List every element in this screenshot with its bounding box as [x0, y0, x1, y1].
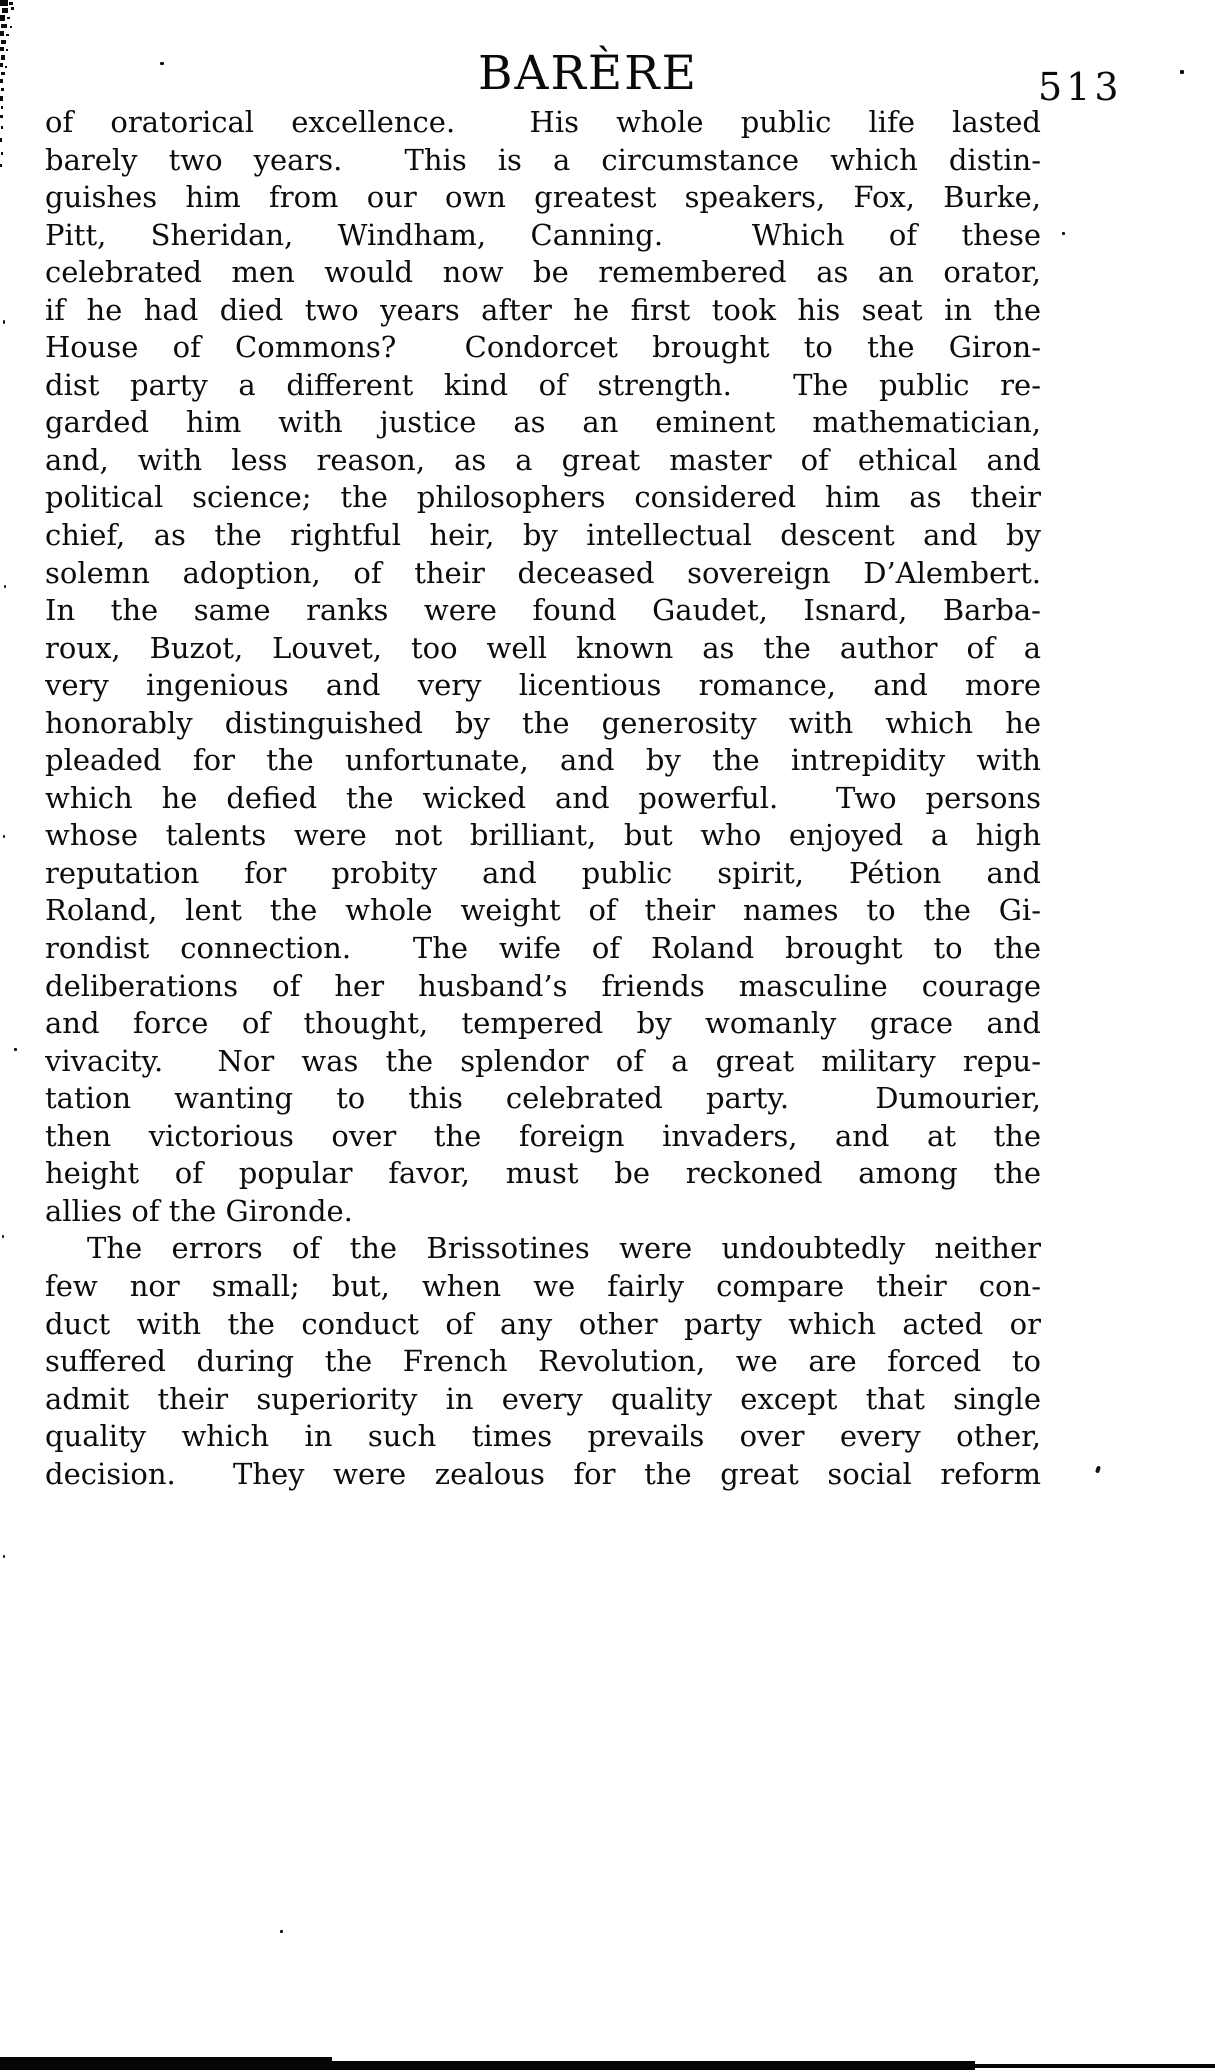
scan-noise-top-left	[0, 0, 26, 170]
page-title: BARÈRE	[478, 46, 698, 101]
text-line: dist party a different kind of strength. The public re-	[45, 367, 1041, 402]
text-line: guishes him from our own greatest speakers, Fox, Burke,	[45, 180, 1041, 215]
scan-speck	[3, 835, 5, 838]
text-line: chief, as the rightful heir, by intellectual descent and by	[45, 518, 1041, 553]
scan-speck	[3, 320, 5, 324]
page-number: 513	[1038, 65, 1123, 109]
text-line: reputation for probity and public spirit, Pétion and	[45, 855, 1041, 890]
text-line: Roland, lent the whole weight of their names to the Gi-	[45, 893, 1041, 928]
scan-edge-bottom-bar	[0, 2057, 332, 2070]
scan-speck	[1095, 1466, 1101, 1474]
text-line: tation wanting to this celebrated party. Dumourier,	[45, 1081, 1041, 1116]
scan-speck	[280, 1930, 283, 1933]
text-line: political science; the philosophers considered him as their	[45, 480, 1041, 515]
text-line: In the same ranks were found Gaudet, Isnard, Barba-	[45, 593, 1041, 628]
text-line: barely two years. This is a circumstance which distin-	[45, 142, 1041, 177]
text-line: very ingenious and very licentious romance, and more	[45, 668, 1041, 703]
text-line: height of popular favor, must be reckoned among the	[45, 1156, 1041, 1191]
scan-edge-bottom-bar	[330, 2061, 975, 2070]
text-line: allies of the Gironde.	[45, 1193, 353, 1228]
text-line: honorably distinguished by the generosity with which he	[45, 705, 1041, 740]
scan-speck	[3, 1555, 5, 1558]
text-line: of oratorical excellence. His whole public life lasted	[45, 105, 1041, 139]
scan-speck	[14, 1048, 17, 1051]
text-line: solemn adoption, of their deceased sovereign D’Alembert.	[45, 555, 1041, 590]
text-line: admit their superiority in every quality except that single	[45, 1381, 1041, 1416]
text-line: deliberations of her husband’s friends masculine courage	[45, 968, 1041, 1003]
text-line: garded him with justice as an eminent mathematician,	[45, 405, 1041, 440]
text-line: celebrated men would now be remembered as an orator,	[45, 255, 1041, 290]
scan-edge-bottom-bar	[970, 2064, 1215, 2068]
text-line: duct with the conduct of any other party which acted or	[45, 1306, 1041, 1341]
text-line: and force of thought, tempered by womanly grace and	[45, 1006, 1041, 1041]
text-line: Pitt, Sheridan, Windham, Canning. Which of these	[45, 217, 1041, 252]
text-line: decision. They were zealous for the great social reform	[45, 1456, 1041, 1491]
body-text	[45, 104, 1041, 1493]
text-line: quality which in such times prevails over every other,	[45, 1419, 1041, 1454]
text-line: then victorious over the foreign invaders, and at the	[45, 1118, 1041, 1153]
text-line: few nor small; but, when we fairly compare their con-	[45, 1268, 1041, 1303]
text-line: roux, Buzot, Louvet, too well known as the author of a	[45, 630, 1041, 665]
text-line: suffered during the French Revolution, we are forced to	[45, 1344, 1041, 1379]
text-line: rondist connection. The wife of Roland brought to the	[45, 931, 1041, 966]
text-line: if he had died two years after he first took his seat in the	[45, 292, 1041, 327]
scan-speck	[1180, 70, 1184, 74]
scan-speck	[4, 585, 6, 588]
paragraph	[45, 104, 1041, 1230]
scan-speck	[1062, 232, 1065, 235]
text-line: The errors of the Brissotines were undoubtedly neither	[87, 1231, 1041, 1266]
text-line: whose talents were not brilliant, but who enjoyed a high	[45, 818, 1041, 853]
text-line: House of Commons? Condorcet brought to the Giron-	[45, 330, 1041, 365]
text-line: pleaded for the unfortunate, and by the intrepidity with	[45, 743, 1041, 778]
text-line: vivacity. Nor was the splendor of a great military repu-	[45, 1043, 1041, 1078]
text-line: which he defied the wicked and powerful. Two persons	[45, 780, 1041, 815]
text-line: and, with less reason, as a great master of ethical and	[45, 442, 1041, 477]
paragraph	[45, 1230, 1041, 1493]
scan-speck	[160, 62, 164, 65]
scan-speck	[2, 1235, 4, 1238]
